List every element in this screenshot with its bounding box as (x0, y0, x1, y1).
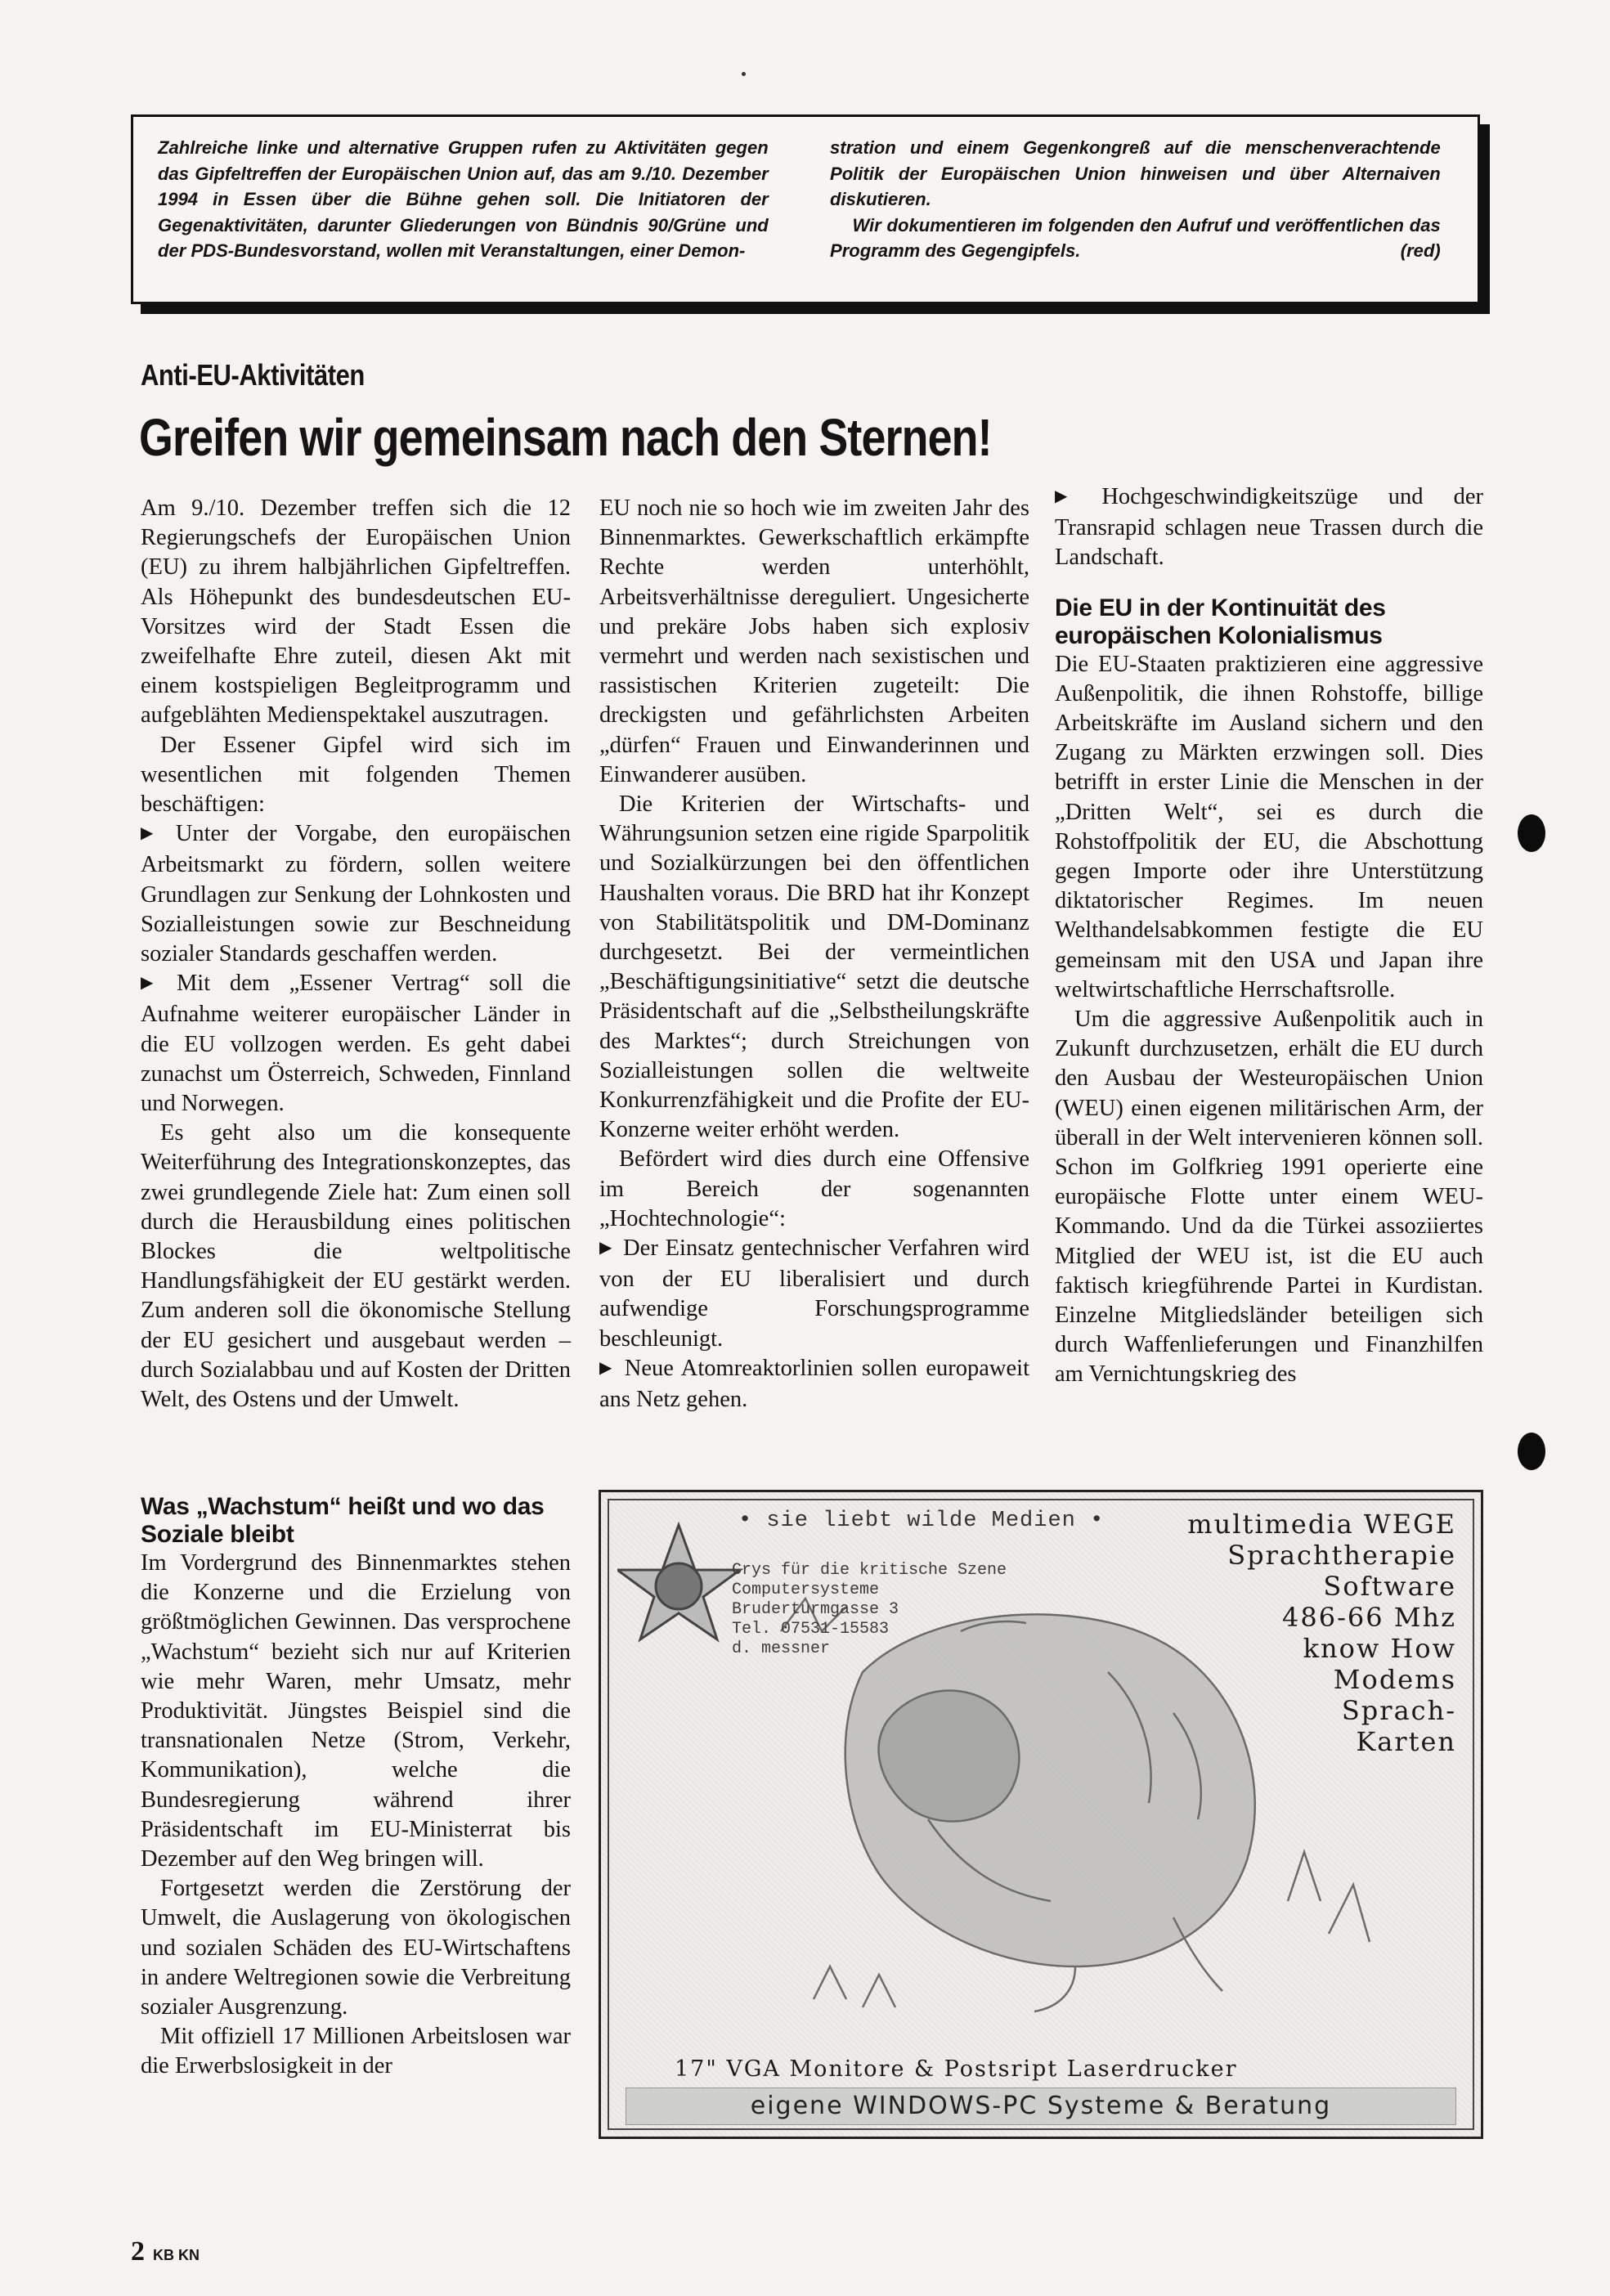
kicker: Anti-EU-Aktivitäten (141, 358, 365, 392)
intro-box (131, 114, 1480, 304)
paragraph: Mit offiziell 17 Millionen Arbeitslosen war die Erwerbslosigkeit in der (141, 2024, 571, 2079)
paragraph: Der Essener Gipfel wird sich im wesentlichen mit folgenden Themen beschäftigen: (141, 732, 571, 818)
intro-right-column (830, 135, 1441, 290)
ad-brand-line: multimedia WEGE (1187, 1509, 1456, 1540)
bullet-item: ▶ Mit dem „Essener Vertrag“ soll die Aufnahme weiterer europäischer Länder in die EU vollzogen werden. Es geht dabei zunachst um Österreich, Schweden, Finnland und Norwegen. (141, 969, 571, 1119)
bullet-item: ▶ Der Einsatz gentechnischer Verfahren wird von der EU liberalisiert und durch aufwendige Forschungsprogramme beschleunigt. (599, 1234, 1029, 1354)
star-logo-icon (617, 1525, 740, 1639)
column-1-lower (141, 1493, 571, 2082)
ad-brand-list (1187, 1510, 1456, 1759)
advertisement (599, 1490, 1483, 2139)
ad-info-line: d. messner (732, 1639, 831, 1658)
column-2 (599, 494, 1029, 1415)
bullet-item: ▶ Unter der Vorgabe, den europäischen Arbeitsmarkt zu fördern, sollen weitere Grundlagen zur Senkung der Lohnkosten und Sozialleistungen sowie zur Beschneidung sozialer Standards geschaffen werden. (141, 819, 571, 969)
ad-brand-line: Software (1323, 1571, 1456, 1602)
ad-info-line: Tel. 07531-15583 (732, 1620, 890, 1639)
publication-mark: KB KN (153, 2247, 200, 2263)
subheading: Die EU in der Kontinuität des europäischen Kolonialismus (1055, 594, 1386, 649)
punch-hole-icon (1518, 1433, 1545, 1470)
bullet-item: ▶ Neue Atomreaktorlinien sollen europaweit ans Netz gehen. (599, 1354, 1029, 1415)
headline: Greifen wir gemeinsam nach den Sternen! (139, 408, 992, 467)
ad-footer-bar: eigene WINDOWS-PC Systeme & Beratung (626, 2087, 1456, 2125)
paragraph: Am 9./10. Dezember treffen sich die 12 Regierungschefs der Europäischen Union (EU) zu ihrem halbjährlichen Gipfeltreffen. Als Höhepunkt des bundesdeutschen EU-Vorsitzes wird der Stadt Essen die zweifelhafte Ehre zuteil, diesen Akt mit einem kostspieligen Begleitprogramm und aufgeblähten Medienspektakel auszutragen. (141, 496, 571, 729)
ad-tagline: • sie liebt wilde Medien • (738, 1509, 1105, 1533)
ad-brand-line: Karten (1356, 1726, 1456, 1757)
subheading: Was „Wachstum“ heißt und wo das Soziale bleibt (141, 1493, 545, 1548)
paragraph: Es geht also um die konsequente Weiterführung des Integrationskonzeptes, das zwei grundlegende Ziele hat: Zum einen soll durch die Herausbildung eines politischen Blockes die weltpolitische Handlungsfähigkeit der EU gestärkt werden. Zum anderen soll die ökonomische Stellung der EU gesichert und ausgebaut werden – durch Sozialabbau und auf Kosten der Dritten Welt, des Ostens und der Umwelt. (141, 1120, 571, 1413)
paragraph: Die EU-Staaten praktizieren eine aggressive Außenpolitik, die ihnen Rohstoffe, billige Arbeitskräfte im Ausland sichern und den Zugang zu Märkten erzwingen soll. Dies betrifft in erster Linie die Menschen in der „Dritten Welt“, sei es durch die Rohstoffpolitik der EU, die Abschottung gegen Importe oder ihre Unterstützung diktatorischer Regimes. Im neuen Welthandelsabkommen festigte die EU gemeinsam mit den USA und Japan ihre weltwirtschaftliche Herrschaftsrolle. (1055, 651, 1483, 1002)
page-folio (131, 2236, 200, 2267)
ad-info-line: Crys für die kritische Szene (732, 1561, 1007, 1580)
signature: (red) (1400, 240, 1441, 261)
paragraph: Um die aggressive Außenpolitik auch in Zukunft durchzusetzen, erhält die EU durch den Ausbau der Westeuropäischen Union (WEU) einen eigenen militärischen Arm, der überall in der Welt intervenieren können soll. Schon im Golfkrieg 1991 operierte eine europäische Flotte unter einem WEU-Kommando. Und da die Türkei assoziiertes Mitglied der WEU ist, ist die EU auch faktisch kriegführende Partei in Kurdistan. Einzelne Mitgliedsländer beteiligen sich durch Waffenlieferungen und Finanzhilfen am Vernichtungskrieg des (1055, 1007, 1483, 1388)
ad-brand-line: 486-66 Mhz (1281, 1602, 1456, 1633)
column-3 (1055, 482, 1483, 1390)
paragraph: Im Vordergrund des Binnenmarktes stehen die Konzerne und die Erzielung von größtmöglichen Gewinnen. Das versprochene „Wachstum“ bezieht sich nur auf Kriterien wie mehr Waren, mehr Umsatz, mehr Produktivität. Jüngstes Beispiel sind die transnationalen Netze (Strom, Verkehr, Kommunikation), welche die Bundesregierung während ihrer Präsidentschaft im EU-Ministerrat bis Dezember auf den Weg bringen will. (141, 1550, 571, 1872)
paragraph: Die Kriterien der Wirtschafts- und Währungsunion setzen eine rigide Sparpolitik und Sozialkürzungen bei den öffentlichen Haushalten voraus. Die BRD hat ihr Konzept von Stabilitätspolitik und DM-Dominanz durchgesetzt. Bei der vermeintlichen „Beschäftigungsinitiative“ setzt die deutsche Präsidentschaft auf die „Selbstheilungskräfte des Marktes“; durch Streichungen von Sozialleistungen sollen die weltweite Konkurrenzfähigkeit und die Profite der EU-Konzerne weiter erhöht werden. (599, 791, 1029, 1143)
intro-left-text: Zahlreiche linke und alternative Gruppen rufen zu Aktivitäten gegen das Gipfeltreffen der Europäischen Union auf, das am 9./10. Dezember 1994 in Essen über die Bühne gehen soll. Die Initiatoren der Gegenaktivitäten, darunter Gliederungen von Bündnis 90/Grüne und der PDS-Bundesvorstand, wollen mit Veranstaltungen, einer Demon- (158, 137, 769, 261)
ad-contact-info (732, 1561, 1007, 1659)
speck (742, 72, 746, 76)
ad-info-line: Bruderturmgasse 3 (732, 1600, 899, 1619)
intro-right-text: stration und einem Gegenkongreß auf die menschenverachtende Politik der Europäischen Union hinweisen und über Alternaiven diskutieren. (830, 137, 1441, 209)
ad-info-line: Computersysteme (732, 1581, 880, 1599)
intro-left-column (158, 135, 769, 290)
ad-brand-line: Modems (1333, 1664, 1456, 1695)
page-number: 2 (131, 2236, 145, 2267)
ad-brand-line: Sprach- (1341, 1695, 1456, 1726)
column-1 (141, 494, 571, 1415)
bullet-item: ▶ Hochgeschwindigkeitszüge und der Transrapid schlagen neue Trassen durch die Landschaft. (1055, 482, 1483, 573)
intro-right-p2: Wir dokumentieren im folgenden den Aufruf und veröffentlichen das Programm des Gegengipfels. (830, 214, 1441, 261)
paragraph: Fortgesetzt werden die Zerstörung der Umwelt, die Auslagerung von ökologischen und sozialen Schäden des EU-Wirtschaftens in andere Weltregionen sowie die Verbreitung sozialer Ausgrenzung. (141, 1876, 571, 2020)
punch-hole-icon (1518, 814, 1545, 852)
paragraph: EU noch nie so hoch wie im zweiten Jahr des Binnenmarktes. Gewerkschaftlich erkämpfte Rechte werden unterhöhlt, Arbeitsverhältnisse dereguliert. Ungesicherte und prekäre Jobs haben sich explosiv vermehrt und werden nach sexistischen und rassistischen Kriterien zugeteilt: Die dreckigsten und gefährlichsten Arbeiten „dürfen“ Frauen und Einwanderinnen und Einwanderer ausüben. (599, 496, 1029, 787)
intro-right-text-2 (830, 213, 1441, 264)
ad-brand-line: Sprachtherapie (1227, 1540, 1456, 1571)
ad-bottom-line: 17" VGA Monitore & Postsript Laserdrucker (675, 2056, 1238, 2082)
ad-brand-line: know How (1303, 1633, 1456, 1664)
paragraph: Befördert wird dies durch eine Offensive im Bereich der sogenannten „Hochtechnologie“: (599, 1146, 1029, 1231)
